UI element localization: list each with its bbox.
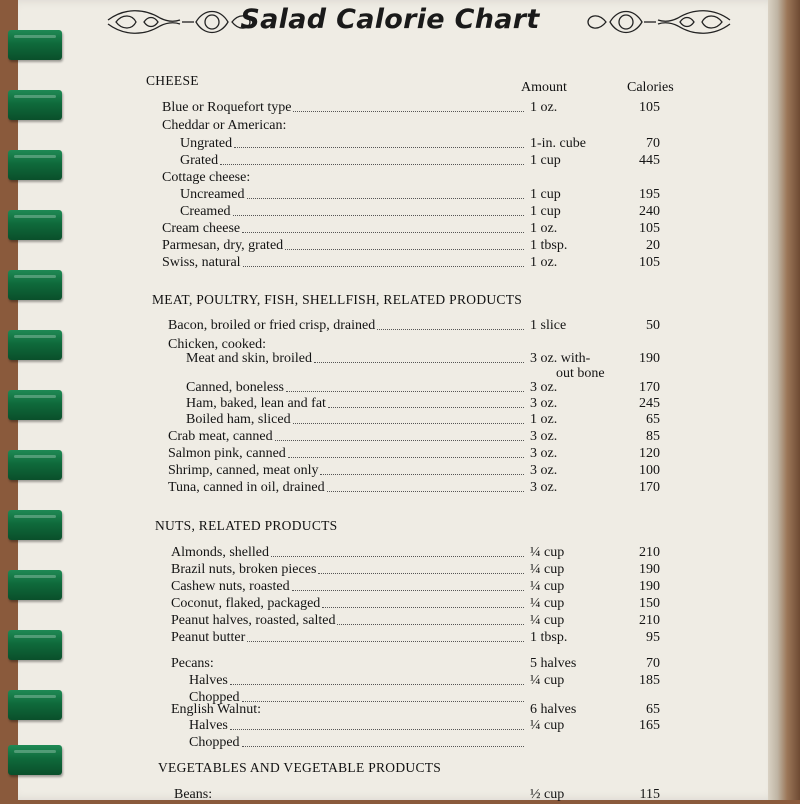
leader-dots bbox=[292, 590, 524, 591]
leader-dots bbox=[288, 457, 524, 458]
row-calories: 190 bbox=[639, 562, 660, 577]
row-amount: 3 oz. bbox=[530, 480, 558, 495]
row-calories: 190 bbox=[639, 351, 660, 366]
page-title: Salad Calorie Chart bbox=[240, 4, 540, 35]
table-row bbox=[0, 656, 680, 673]
leader-dots bbox=[230, 684, 524, 685]
row-calories: 20 bbox=[646, 238, 660, 253]
row-label: Chicken, cooked: bbox=[168, 337, 266, 352]
row-calories: 65 bbox=[646, 412, 660, 427]
row-calories: 245 bbox=[639, 396, 660, 411]
row-amount: 3 oz. bbox=[530, 446, 558, 461]
row-label: Creamed bbox=[180, 204, 231, 219]
table-row bbox=[0, 380, 680, 397]
row-label: Cream cheese bbox=[162, 221, 241, 236]
row-label: Pecans: bbox=[171, 656, 214, 671]
row-calories: 195 bbox=[639, 187, 660, 202]
row-amount: ¼ cup bbox=[530, 613, 565, 628]
row-amount: 6 halves bbox=[530, 702, 577, 717]
leader-dots bbox=[247, 198, 524, 199]
row-amount: 3 oz. with- bbox=[530, 351, 591, 366]
row-calories: 70 bbox=[646, 136, 660, 151]
row-label: Halves bbox=[189, 718, 228, 733]
table-row bbox=[0, 204, 680, 221]
row-label: Chopped bbox=[189, 690, 240, 705]
leader-dots bbox=[271, 556, 524, 557]
row-amount: 1 slice bbox=[530, 318, 567, 333]
table-row bbox=[0, 673, 680, 690]
leader-dots bbox=[293, 111, 524, 112]
row-amount: ¼ cup bbox=[530, 579, 565, 594]
table-row bbox=[0, 429, 680, 446]
row-label: English Walnut: bbox=[171, 702, 262, 717]
table-row bbox=[0, 153, 680, 170]
table-row bbox=[0, 170, 680, 187]
row-amount: ¼ cup bbox=[530, 545, 565, 560]
table-row bbox=[0, 412, 680, 429]
row-amount: 3 oz. bbox=[530, 396, 558, 411]
row-label: Ham, baked, lean and fat bbox=[186, 396, 326, 411]
row-calories: 240 bbox=[639, 204, 660, 219]
row-amount: 3 oz. bbox=[530, 380, 558, 395]
row-label: Chopped bbox=[189, 735, 240, 750]
row-calories: 105 bbox=[639, 221, 660, 236]
row-calories: 105 bbox=[639, 100, 660, 115]
leader-dots bbox=[275, 440, 524, 441]
row-calories: 150 bbox=[639, 596, 660, 611]
row-calories: 185 bbox=[639, 673, 660, 688]
row-label: Blue or Roquefort type bbox=[162, 100, 292, 115]
row-calories: 105 bbox=[639, 255, 660, 270]
row-amount: ½ cup bbox=[530, 787, 565, 802]
row-calories: 50 bbox=[646, 318, 660, 333]
table-row bbox=[0, 221, 680, 238]
table-row bbox=[0, 545, 680, 562]
row-label: Cheddar or American: bbox=[162, 118, 287, 133]
row-label: Halves bbox=[189, 673, 228, 688]
table-row bbox=[0, 446, 680, 463]
row-calories: 210 bbox=[639, 545, 660, 560]
row-calories: 100 bbox=[639, 463, 660, 478]
row-label: Parmesan, dry, grated bbox=[162, 238, 284, 253]
row-amount: 1 oz. bbox=[530, 221, 558, 236]
row-label: Swiss, natural bbox=[162, 255, 241, 270]
row-calories: 95 bbox=[646, 630, 660, 645]
table-row bbox=[0, 702, 680, 719]
row-amount: 1 tbsp. bbox=[530, 238, 568, 253]
row-calories: 65 bbox=[646, 702, 660, 717]
row-amount: 1 cup bbox=[530, 187, 561, 202]
row-calories: 70 bbox=[646, 656, 660, 671]
row-amount: ¼ cup bbox=[530, 562, 565, 577]
leader-dots bbox=[230, 729, 524, 730]
row-label: Grated bbox=[180, 153, 219, 168]
row-calories: 85 bbox=[646, 429, 660, 444]
table-row bbox=[0, 396, 680, 413]
row-label: Cottage cheese: bbox=[162, 170, 251, 185]
table-row bbox=[0, 136, 680, 153]
row-label: Almonds, shelled bbox=[171, 545, 269, 560]
row-calories: 445 bbox=[639, 153, 660, 168]
row-amount: ¼ cup bbox=[530, 673, 565, 688]
column-header-calories: Calories bbox=[627, 80, 674, 95]
row-amount: ¼ cup bbox=[530, 718, 565, 733]
leader-dots bbox=[327, 491, 524, 492]
row-label: Peanut halves, roasted, salted bbox=[171, 613, 336, 628]
row-label: Shrimp, canned, meat only bbox=[168, 463, 319, 478]
row-calories: 210 bbox=[639, 613, 660, 628]
leader-dots bbox=[233, 215, 524, 216]
table-row bbox=[0, 562, 680, 579]
leader-dots bbox=[322, 607, 524, 608]
row-label: Peanut butter bbox=[171, 630, 246, 645]
leader-dots bbox=[242, 232, 524, 233]
table-row bbox=[0, 787, 680, 804]
leader-dots bbox=[377, 329, 524, 330]
row-amount: ¼ cup bbox=[530, 596, 565, 611]
leader-dots bbox=[286, 391, 524, 392]
leader-dots bbox=[328, 407, 524, 408]
row-label: Ungrated bbox=[180, 136, 233, 151]
row-amount: 5 halves bbox=[530, 656, 577, 671]
row-label: Uncreamed bbox=[180, 187, 245, 202]
table-row bbox=[0, 596, 680, 613]
table-row bbox=[0, 238, 680, 255]
row-calories: 170 bbox=[639, 480, 660, 495]
row-amount: 1 oz. bbox=[530, 255, 558, 270]
row-calories: 190 bbox=[639, 579, 660, 594]
leader-dots bbox=[314, 362, 524, 363]
leader-dots bbox=[242, 746, 524, 747]
row-label: Bacon, broiled or fried crisp, drained bbox=[168, 318, 376, 333]
table-row bbox=[0, 480, 680, 497]
row-amount: 1 cup bbox=[530, 204, 561, 219]
row-label: Canned, boneless bbox=[186, 380, 284, 395]
table-row bbox=[0, 318, 680, 335]
row-label: Crab meat, canned bbox=[168, 429, 273, 444]
leader-dots bbox=[337, 624, 524, 625]
table-row bbox=[0, 718, 680, 735]
row-label: Beans: bbox=[174, 787, 213, 802]
row-label: Cashew nuts, roasted bbox=[171, 579, 290, 594]
row-label: Salmon pink, canned bbox=[168, 446, 286, 461]
section-header: NUTS, RELATED PRODUCTS bbox=[155, 518, 338, 533]
row-amount-continuation: out bone bbox=[556, 366, 605, 381]
leader-dots bbox=[243, 266, 524, 267]
table-row bbox=[0, 613, 680, 630]
section-header: MEAT, POULTRY, FISH, SHELLFISH, RELATED PRODUCTS bbox=[152, 292, 523, 307]
row-amount: 1-in. cube bbox=[530, 136, 586, 151]
column-header-amount: Amount bbox=[521, 80, 567, 95]
row-label: Coconut, flaked, packaged bbox=[171, 596, 321, 611]
leader-dots bbox=[293, 423, 524, 424]
row-calories: 115 bbox=[639, 787, 660, 802]
table-row bbox=[0, 100, 680, 117]
leader-dots bbox=[234, 147, 524, 148]
row-label: Brazil nuts, broken pieces bbox=[171, 562, 317, 577]
row-label: Boiled ham, sliced bbox=[186, 412, 291, 427]
row-calories: 165 bbox=[639, 718, 660, 733]
row-amount: 1 tbsp. bbox=[530, 630, 568, 645]
row-amount: 3 oz. bbox=[530, 429, 558, 444]
leader-dots bbox=[285, 249, 524, 250]
row-label: Meat and skin, broiled bbox=[186, 351, 312, 366]
leader-dots bbox=[318, 573, 524, 574]
row-amount: 3 oz. bbox=[530, 463, 558, 478]
row-calories: 170 bbox=[639, 380, 660, 395]
row-amount: 1 cup bbox=[530, 153, 561, 168]
table-row bbox=[0, 255, 680, 272]
section-header: CHEESE bbox=[146, 73, 199, 88]
table-row bbox=[0, 187, 680, 204]
leader-dots bbox=[247, 641, 524, 642]
leader-dots bbox=[320, 474, 524, 475]
row-amount: 1 oz. bbox=[530, 412, 558, 427]
table-row bbox=[0, 630, 680, 647]
leader-dots bbox=[220, 164, 524, 165]
section-header: VEGETABLES AND VEGETABLE PRODUCTS bbox=[158, 760, 442, 775]
table-row bbox=[0, 463, 680, 480]
table-row bbox=[0, 118, 680, 135]
row-amount: 1 oz. bbox=[530, 100, 558, 115]
row-calories: 120 bbox=[639, 446, 660, 461]
table-row bbox=[0, 579, 680, 596]
table-row bbox=[0, 735, 680, 752]
row-label: Tuna, canned in oil, drained bbox=[168, 480, 325, 495]
